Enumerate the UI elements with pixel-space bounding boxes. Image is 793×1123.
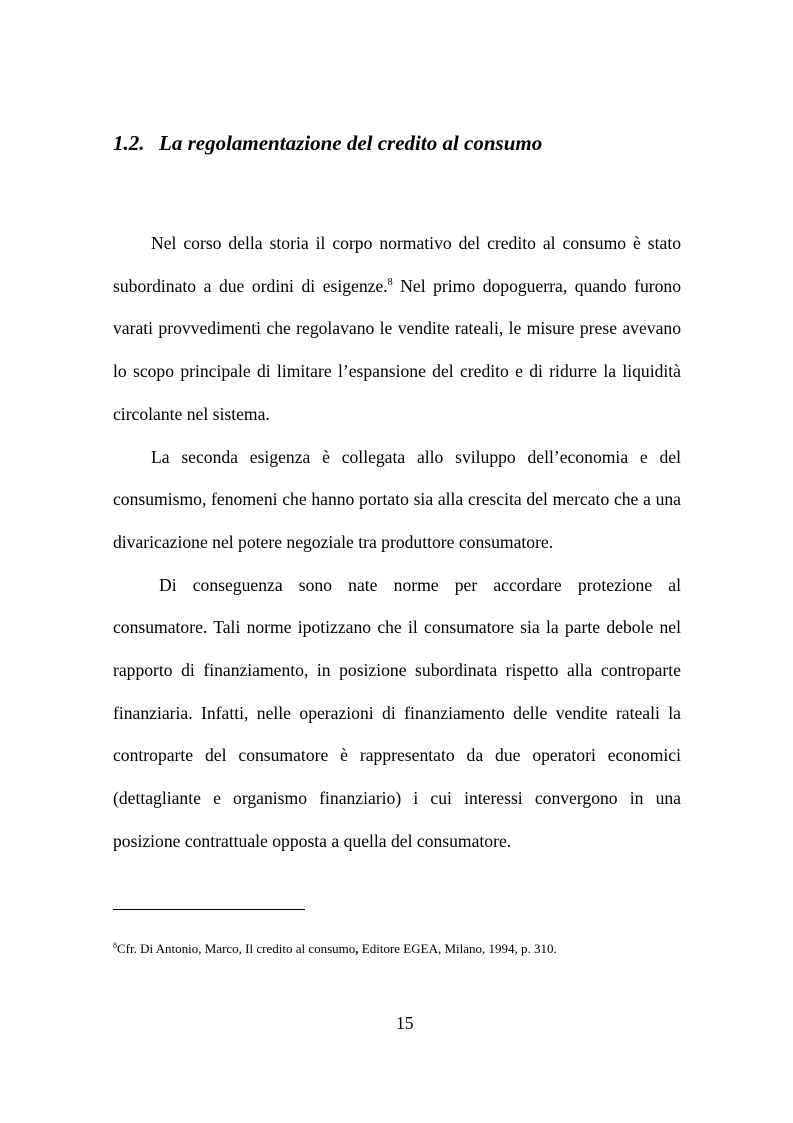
- paragraph-1-text-b: Nel primo dopoguerra, quando furono varati provvedimenti che regolavano le vendite rateali, le misure prese avevano lo scopo principale di limitare l’espansione del credito e di ridurre la liquidità circolante nel sistema.: [113, 275, 681, 424]
- paragraph-1: [113, 222, 681, 436]
- section-number: 1.2.: [113, 131, 145, 155]
- paragraph-3: Di conseguenza sono nate norme per accordare protezione al consumatore. Tali norme ipotizzano che il consumatore sia la parte debole nel rapporto di finanziamento, in posizione subordinata rispetto alla controparte finanziaria. Infatti, nelle operazioni di finanziamento delle vendite rateali la controparte del consumatore è rappresentato da due operatori economici (dettagliante e organismo finanziario) i cui interessi convergono in una posizione contrattuale opposta a quella del consumatore.: [113, 574, 681, 851]
- section-heading: [113, 128, 693, 158]
- paragraph-2: La seconda esigenza è collegata allo sviluppo dell’economia e del consumismo, fenomeni che hanno portato sia alla crescita del mercato che a una divaricazione nel potere negoziale tra produttore consumatore.: [113, 446, 681, 552]
- page-number: 15: [396, 1013, 414, 1033]
- section-title: La regolamentazione del credito al consumo: [159, 131, 543, 155]
- paragraph-1-text-a: Nel corso della storia il corpo normativo del credito al consumo è stato subordinato a due ordini di esigenze.: [113, 233, 681, 296]
- body-text: [113, 222, 681, 863]
- footnote-separator: [113, 909, 305, 910]
- footnote-comma: ,: [355, 941, 359, 956]
- footnote-reference[interactable]: 8: [387, 276, 393, 288]
- footnote-marker: 8: [113, 941, 117, 950]
- footnote-text-a: Cfr. Di Antonio, Marco, Il credito al consumo: [117, 941, 356, 956]
- footnote: [113, 940, 713, 958]
- footnote-text-b: Editore EGEA, Milano, 1994, p. 310.: [358, 941, 557, 956]
